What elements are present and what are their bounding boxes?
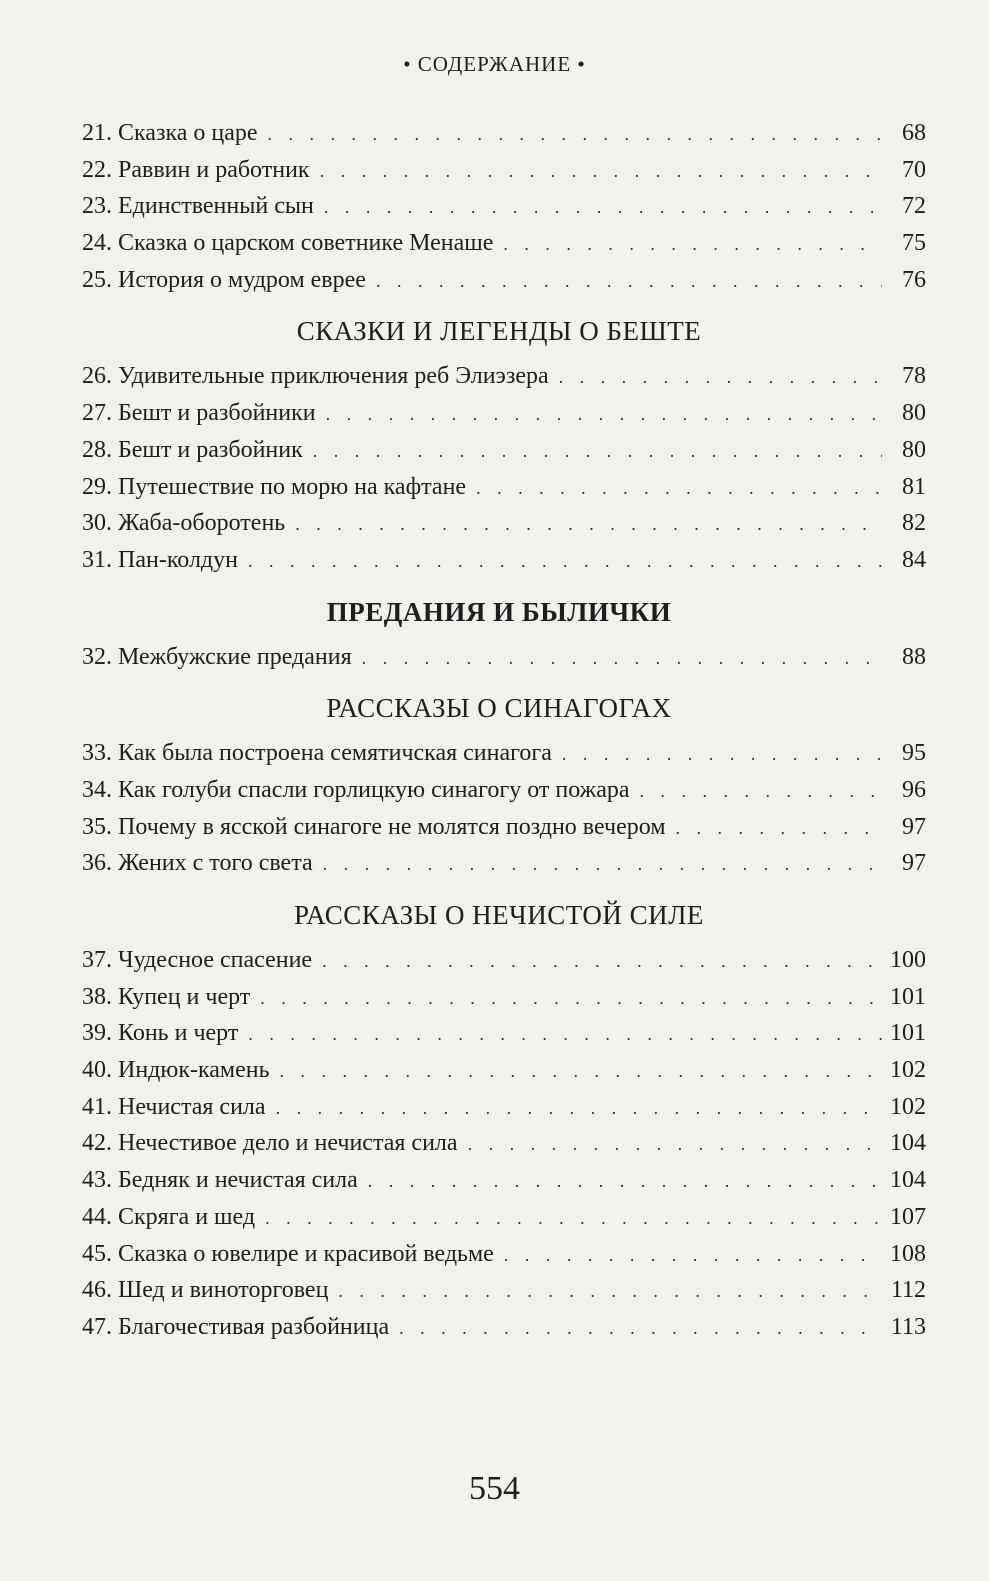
toc-entry-page: 97 [902,813,926,840]
toc-entry-title: 26. Удивительные приключения реб Элиэзера [82,363,549,390]
section-heading: РАССКАЗЫ О СИНАГОГАХ [326,693,672,724]
toc-entry-title: 39. Конь и черт [82,1020,239,1047]
leader-dots [399,1310,882,1347]
toc-entry [82,1089,926,1126]
toc-entry-title: 42. Нечестивое дело и нечистая сила [82,1130,458,1157]
leader-dots [268,116,882,153]
toc-entry-page: 108 [890,1240,926,1267]
toc-entry [82,1236,926,1273]
toc-entry-page: 102 [890,1093,926,1120]
leader-dots [320,153,882,190]
leader-dots [280,1053,882,1090]
toc-entry [82,542,926,579]
toc-entry [82,469,926,506]
section-heading: РАССКАЗЫ О НЕЧИСТОЙ СИЛЕ [294,900,704,930]
leader-dots [362,640,882,677]
toc-entry [82,979,926,1016]
leader-dots [559,359,882,396]
toc-entry [82,505,926,542]
leader-dots [562,736,882,773]
leader-dots [313,433,882,470]
toc-entry [82,262,926,299]
leader-dots [640,773,883,810]
toc-entry [82,395,926,432]
toc-entry-page: 88 [902,643,926,670]
toc-entry-title: 29. Путешествие по морю на кафтане [82,473,467,500]
leader-dots [338,1273,882,1310]
toc-section [82,894,926,1346]
toc-entry-title: 40. Индюк-камень [82,1057,270,1084]
toc-entry-title: 30. Жаба-оборотень [82,510,286,537]
toc-entry [82,1199,926,1236]
toc-entry-title: 21. Сказка о царе [82,120,258,146]
toc-entry-page: 100 [890,947,926,973]
toc-entry-title: 45. Сказка о ювелире и красивой ведьме [82,1240,494,1267]
toc-entry-page: 107 [890,1203,926,1230]
toc-entry-page: 97 [902,850,926,877]
toc-entry-title: 41. Нечистая сила [82,1093,266,1120]
toc-entry [82,1309,926,1346]
section-heading: ПРЕДАНИЯ И БЫЛИЧКИ [326,596,672,627]
leader-dots [323,846,882,883]
toc-entry-page: 80 [902,436,926,463]
toc-entry-title: 25. История о мудром еврее [82,266,366,293]
leader-dots [322,943,882,980]
toc-entry-title: 24. Сказка о царском советнике Менаше [82,230,494,257]
toc-entry [82,845,926,882]
toc-entry-page: 78 [902,363,926,390]
toc-entry-page: 81 [902,473,926,500]
leader-dots [324,189,882,226]
leader-dots [265,1200,882,1237]
leader-dots [276,1090,882,1127]
toc-entry [82,225,926,262]
toc-entry [82,1125,926,1162]
toc-entry-page: 72 [902,193,926,220]
toc-entry [82,1015,926,1052]
page-number: 554 [469,1470,520,1507]
toc-entry-title: 44. Скряга и шед [82,1203,256,1230]
section-heading: СКАЗКИ И ЛЕГЕНДЫ О БЕШТЕ [296,316,702,347]
leader-dots [248,543,882,580]
toc-entry-title: 22. Раввин и работник [82,156,310,183]
toc-entry [82,942,926,979]
toc-entry [82,152,926,189]
toc-entry-title: 23. Единственный сын [82,193,314,220]
toc-entry-title: 46. Шед и виноторговец [82,1277,329,1304]
toc-entry-title: 32. Межбужские предания [82,643,352,670]
toc-entry-title: 36. Жених с того света [82,850,313,877]
toc-entry-title: 47. Благочестивая разбойница [82,1313,390,1340]
toc-entry-page: 113 [890,1313,926,1340]
toc-entry-title: 31. Пан-колдун [82,546,238,573]
toc-entry-page: 101 [890,983,926,1010]
toc-entry-page: 104 [890,1167,926,1194]
toc-entry-page: 84 [902,546,926,573]
toc-entry-title: 28. Бешт и разбойник [82,436,303,463]
leader-dots [476,470,882,507]
toc-section [82,591,926,676]
leader-dots [376,263,882,300]
running-head: • СОДЕРЖАНИЕ • [403,52,586,76]
toc-entry-title: 33. Как была построена семятичская синагога [82,740,552,767]
leader-dots [504,1237,882,1274]
toc-entry-title: 38. Купец и черт [82,983,251,1010]
toc-entry-page: 70 [902,156,926,183]
leader-dots [368,1163,882,1200]
toc-entry-page: 102 [890,1057,926,1084]
toc-entry [82,188,926,225]
leader-dots [295,506,882,543]
toc-entry [82,1052,926,1089]
toc-entry [82,358,926,395]
toc-entry-page: 76 [902,266,926,293]
toc-entry [82,115,926,152]
toc-entry-page: 68 [902,120,926,146]
table-of-contents [82,115,926,1346]
toc-section [82,310,926,578]
toc-entry-page: 95 [902,740,926,767]
leader-dots [260,980,882,1017]
toc-entry [82,809,926,846]
toc-section [82,115,926,298]
toc-entry-title: 27. Бешт и разбойники [82,400,316,427]
leader-dots [248,1016,882,1053]
toc-entry [82,639,926,676]
leader-dots [468,1126,882,1163]
toc-entry-page: 82 [902,510,926,537]
toc-entry-page: 104 [890,1130,926,1157]
toc-entry [82,735,926,772]
leader-dots [503,226,882,263]
toc-entry-page: 112 [890,1277,926,1304]
toc-entry-page: 101 [890,1020,926,1047]
toc-entry-page: 96 [902,776,926,803]
toc-entry-title: 37. Чудесное спасение [82,947,313,973]
toc-entry-title: 43. Бедняк и нечистая сила [82,1167,358,1194]
leader-dots [326,396,882,433]
toc-section [82,687,926,882]
leader-dots [676,810,883,847]
toc-entry [82,772,926,809]
toc-entry [82,1162,926,1199]
toc-entry-title: 34. Как голуби спасли горлицкую синагогу от пожара [82,776,630,803]
toc-entry-title: 35. Почему в ясской синагоге не молятся поздно вечером [82,813,666,840]
toc-entry [82,432,926,469]
toc-entry-page: 75 [902,230,926,257]
toc-entry [82,1272,926,1309]
toc-entry-page: 80 [902,400,926,427]
